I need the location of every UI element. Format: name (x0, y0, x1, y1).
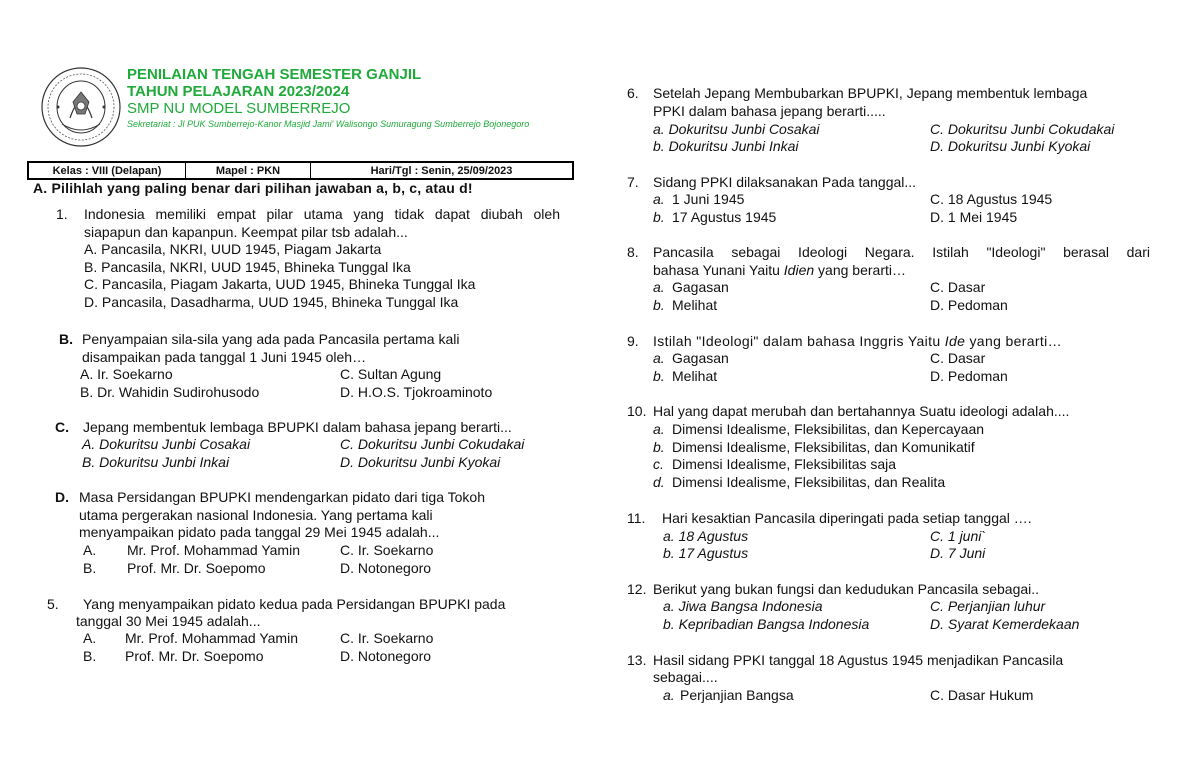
option-d: D. H.O.S. Tjokroaminoto (340, 384, 493, 400)
question-text-line: Jepang membentuk lembaga BPUPKI dalam bahasa jepang berarti... (83, 419, 512, 435)
section-instruction: A. Pilihlah yang paling benar dari pilihan jawaban a, b, c, atau d! (33, 180, 473, 196)
option-a: Gagasan (672, 350, 729, 366)
option-b-letter: b. (653, 209, 665, 225)
option-a: Gagasan (672, 279, 729, 295)
option-c: C. Dasar (930, 350, 986, 366)
option-a-letter: a. (663, 687, 675, 703)
option-a: Mr. Prof. Mohammad Yamin (127, 542, 300, 558)
option-d: D. 1 Mei 1945 (930, 209, 1018, 225)
question-number: 5. (47, 596, 59, 612)
school-address: Sekretariat : Jl PUK Sumberrejo-Kanor Masjid Jami' Walisongo Sumuragung Sumberrejo Bojonegoro (127, 119, 530, 129)
option-d: D. Pedoman (930, 368, 1008, 384)
question-text-part: bahasa Yunani Yaitu (653, 262, 784, 278)
option-a: a. 18 Agustus (663, 528, 749, 544)
question-text-line: Hari kesaktian Pancasila diperingati pada setiap tanggal …. (662, 510, 1032, 526)
question-number: B. (59, 331, 73, 347)
option-b: B. Pancasila, NKRI, UUD 1945, Bhineka Tunggal Ika (84, 259, 411, 275)
question-text-line: Yang menyampaikan pidato kedua pada Persidangan BPUPKI pada (83, 596, 506, 612)
exam-title: PENILAIAN TENGAH SEMESTER GANJIL (127, 66, 422, 83)
question-text-line: Sidang PPKI dilaksanakan Pada tanggal... (653, 174, 917, 190)
question-text-line (653, 332, 1062, 350)
question-text-line: Berikut yang bukan fungsi dan kedudukan Pancasila sebagai.. (653, 581, 1040, 597)
option-d: D. Dokuritsu Junbi Kyokai (340, 454, 501, 470)
option-c: C. Dasar Hukum (930, 687, 1034, 703)
option-b: Prof. Mr. Dr. Soepomo (125, 648, 264, 664)
question-text-part: Ide (944, 333, 966, 349)
option-c: C. Sultan Agung (340, 366, 442, 382)
question-text-line: PPKI dalam bahasa jepang berarti..... (653, 103, 886, 119)
academic-year: TAHUN PELAJARAN 2023/2024 (127, 83, 350, 100)
option-c: C. Ir. Soekarno (340, 542, 434, 558)
option-a-letter: A. (83, 542, 97, 558)
question-text-line: siapapun dan kapanpun. Keempat pilar tsb adalah... (84, 224, 408, 240)
question-text-line: disampaikan pada tanggal 1 Juni 1945 oleh… (82, 349, 367, 365)
school-name: SMP NU MODEL SUMBERREJO (127, 100, 351, 117)
option-b: b. Dokuritsu Junbi Inkai (653, 138, 799, 154)
option-b: Melihat (672, 297, 718, 313)
option-d: D. Notonegoro (340, 560, 432, 576)
option-b: Prof. Mr. Dr. Soepomo (127, 560, 266, 576)
option-b: Dimensi Idealisme, Fleksibilitas, dan Komunikatif (672, 439, 975, 455)
question-number: 10. (627, 403, 647, 419)
question-number: 8. (627, 244, 639, 260)
option-b-letter: b. (653, 439, 665, 455)
option-b-letter: B. (83, 648, 97, 664)
option-a-letter: a. (653, 191, 665, 207)
question-number: 7. (627, 174, 639, 190)
option-a-letter: a. (653, 350, 665, 366)
question-text-line: Setelah Jepang Membubarkan BPUPKI, Jepang membentuk lembaga (653, 85, 1088, 101)
question-text-line: Penyampaian sila-sila yang ada pada Pancasila pertama kali (82, 331, 460, 347)
option-c: C. Dokuritsu Junbi Cokudakai (930, 121, 1115, 137)
option-d: D. Pancasila, Dasadharma, UUD 1945, Bhineka Tunggal Ika (84, 294, 459, 310)
option-b: B. Dr. Wahidin Sudirohusodo (80, 384, 260, 400)
option-a-letter: A. (83, 630, 97, 646)
exam-info-bar (27, 161, 574, 180)
option-b-letter: b. (653, 368, 665, 384)
option-d: D. Syarat Kemerdekaan (930, 616, 1080, 632)
question-text-line: tanggal 30 Mei 1945 adalah... (76, 613, 261, 629)
option-a: A. Dokuritsu Junbi Cosakai (82, 436, 251, 452)
option-c: C. 18 Agustus 1945 (930, 191, 1053, 207)
option-b: b. Kepribadian Bangsa Indonesia (663, 616, 870, 632)
option-a: 1 Juni 1945 (672, 191, 745, 207)
option-a: Mr. Prof. Mohammad Yamin (125, 630, 298, 646)
question-text-line: menyampaikan pidato pada tanggal 29 Mei 1945 adalah... (79, 524, 440, 540)
question-number: 12. (627, 581, 647, 597)
option-a-letter: a. (653, 279, 665, 295)
option-d: D. Notonegoro (340, 648, 432, 664)
question-number: 1. (56, 206, 68, 222)
question-text-line: Hal yang dapat merubah dan bertahannya Suatu ideologi adalah.... (653, 403, 1070, 419)
option-d: Dimensi Idealisme, Fleksibilitas, dan Realita (672, 474, 946, 490)
option-a: A. Ir. Soekarno (80, 366, 173, 382)
question-number: D. (55, 489, 69, 505)
question-text-line: Indonesia memiliki empat pilar utama yang tidak dapat diubah oleh (84, 206, 560, 222)
option-b-letter: b. (653, 297, 665, 313)
question-number: 11. (627, 510, 646, 526)
option-a: Perjanjian Bangsa (680, 687, 794, 703)
question-number: C. (55, 419, 69, 435)
class-label: Kelas : VIII (Delapan) (29, 163, 186, 178)
question-text-part: yang berarti… (965, 333, 1062, 349)
option-b: 17 Agustus 1945 (672, 209, 777, 225)
question-text-line: sebagai.... (653, 669, 718, 685)
option-d: D. Pedoman (930, 297, 1008, 313)
option-a: Dimensi Idealisme, Fleksibilitas, dan Kepercayaan (672, 421, 985, 437)
option-d-letter: d. (653, 474, 665, 490)
option-c: C. Ir. Soekarno (340, 630, 434, 646)
option-c: C. 1 juni` (930, 528, 987, 544)
question-number: 6. (627, 85, 639, 101)
subject-label: Mapel : PKN (186, 163, 311, 178)
option-c: C. Pancasila, Piagam Jakarta, UUD 1945, Bhineka Tunggal Ika (84, 276, 476, 292)
option-b: B. Dokuritsu Junbi Inkai (82, 454, 230, 470)
option-c: C. Perjanjian luhur (930, 598, 1046, 614)
question-text-line (653, 261, 906, 279)
question-text-part: Istilah "Ideologi" dalam bahasa Inggris Yaitu (653, 333, 945, 349)
question-number: 13. (627, 652, 647, 668)
question-text-part: yang berarti… (814, 262, 906, 278)
date-label: Hari/Tgl : Senin, 25/09/2023 (370, 164, 513, 177)
option-a: a. Dokuritsu Junbi Cosakai (653, 121, 820, 137)
option-c: Dimensi Idealisme, Fleksibilitas saja (672, 456, 897, 472)
option-b: Melihat (672, 368, 718, 384)
option-a: A. Pancasila, NKRI, UUD 1945, Piagam Jakarta (84, 241, 382, 257)
option-d: D. Dokuritsu Junbi Kyokai (930, 138, 1091, 154)
question-text-line: Pancasila sebagai Ideologi Negara. Istilah "Ideologi" berasal dari (653, 244, 1150, 260)
option-a-letter: a. (653, 421, 665, 437)
option-b: b. 17 Agustus (663, 545, 749, 561)
option-c: C. Dasar (930, 279, 986, 295)
question-text-line: Hasil sidang PPKI tanggal 18 Agustus 1945 menjadikan Pancasila (653, 652, 1064, 668)
option-a: a. Jiwa Bangsa Indonesia (663, 598, 823, 614)
option-b-letter: B. (83, 560, 97, 576)
question-text-part: Idien (783, 262, 815, 278)
option-c-letter: c. (653, 456, 664, 472)
school-logo-emblem (40, 66, 122, 148)
question-text-line: utama pergerakan nasional Indonesia. Yang pertama kali (79, 507, 433, 523)
option-c: C. Dokuritsu Junbi Cokudakai (340, 436, 525, 452)
question-text-line: Masa Persidangan BPUPKI mendengarkan pidato dari tiga Tokoh (79, 489, 485, 505)
option-d: D. 7 Juni (930, 545, 986, 561)
question-number: 9. (627, 333, 639, 349)
